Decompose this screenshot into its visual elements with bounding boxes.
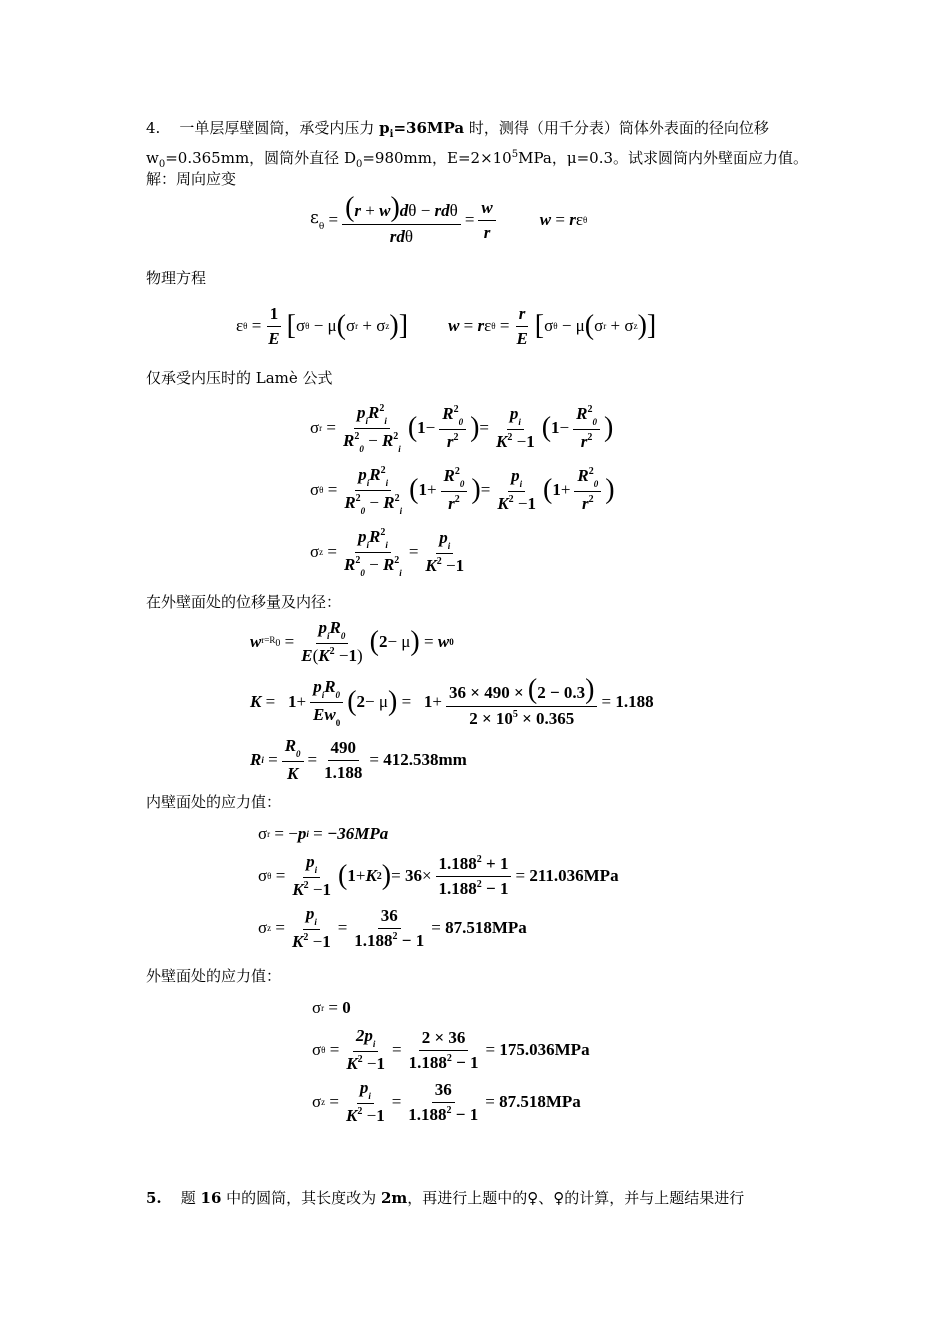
outer-displacement-equation: w $r=R_0$ = $\frac{p_iR_0}{E(K^2 -1)}$ ( 2 − μ ) = w 0 <box>250 618 454 665</box>
problem-5-line: 5. 题 16 中的圆筒，其长度改为 2m，再进行上题中的♀、♀的计算，并与上题结果进行 <box>146 1189 745 1207</box>
problem-4-line-1: 4. 一单层厚壁圆筒，承受内压力 $p_i=36MPa$ 时，测得（用千分表）筒体外表面的径向位移 <box>146 119 769 140</box>
lame-sigma-theta: σ θ = $\frac{p_iR^2_i}{R^2_0 - R^2_i}$ ( 1 + $\frac{R^2_0}{r^2}$ ) = $\frac{p_i}{K^2 -1}$ ( 1 + $\frac{R^2_0}{r^2}$ ) <box>310 464 615 516</box>
lame-label: 仅承受内压时的 Lamè 公式 <box>146 369 333 387</box>
Ri-equation: R i = $\frac{R_0}{K}$ = $\frac{490}{1.188}$ = 412.538mm <box>250 736 467 783</box>
hoop-strain-equation: $\varepsilon_\theta$ = $\frac{\text{(r + w)dθ − rdθ}}{\text{rdθ}}$ = $\frac{w}{r}$ w = r ε θ <box>310 191 588 246</box>
K-equation: K = 1 + $\frac{p_iR_0}{Ew_0}$ ( 2 − μ ) = 1 + $\frac{36 \times 490 \times (2 - 0.3)}{2 \times 10^5 \times 0.365}$ = 1.188 <box>250 673 654 728</box>
inner-sigma-theta: σ θ = $\frac{p_i}{K^2 -1}$ ( 1 + K 2 ) = 36 × $\frac{1.188^2 + 1}{1.188^2 - 1}$ = 211.036MPa <box>258 852 619 899</box>
outer-stress-label: 外壁面处的应力值： <box>146 967 282 985</box>
lame-sigma-z: σ z = $\frac{p_iR^2_i}{R^2_0 - R^2_i}$ = $\frac{p_i}{K^2 -1}$ <box>310 526 465 578</box>
inner-stress-label: 内壁面处的应力值： <box>146 793 282 811</box>
physical-equation: ε θ = $\frac{1}{E}$ [ σ θ − μ ( σ r + σ z )] w = r ε θ = $\frac{r}{E}$ [ σ θ − μ ( σ r + σ z )] <box>236 303 657 348</box>
outer-disp-label: 在外壁面处的位移量及内径： <box>146 593 342 611</box>
solution-label: 解：周向应变 <box>146 170 237 188</box>
inner-sigma-r: σ r = − p i = −36MPa <box>258 824 389 843</box>
physical-eq-label: 物理方程 <box>146 269 207 287</box>
lame-sigma-r: σ r = $\frac{p_iR^2_i}{R^2_0 - R^2_i}$ ( 1 − $\frac{R^2_0}{r^2}$ ) = $\frac{p_i}{K^2 -1}$ ( 1 − $\frac{R^2_0}{r^2}$ ) <box>310 402 614 454</box>
problem-4-line-2: $w_0=0.365mm$，圆筒外直径 $D_0=980mm$，$E=2\times 10^5MPa$，μ=0.3。试求圆筒内外壁面应力值。 <box>146 149 809 170</box>
outer-sigma-theta: σ θ = $\frac{2p_i}{K^2 -1}$ = $\frac{2 \times 36}{1.188^2 - 1}$ = 175.036MPa <box>312 1026 590 1073</box>
inner-sigma-z: σ z = $\frac{p_i}{K^2 -1}$ = $\frac{36}{1.188^2 - 1}$ = 87.518MPa <box>258 904 527 951</box>
outer-sigma-z: σ z = $\frac{p_i}{K^2 -1}$ = $\frac{36}{1.188^2 - 1}$ = 87.518MPa <box>312 1078 581 1125</box>
outer-sigma-r: σ r = 0 <box>312 998 351 1017</box>
